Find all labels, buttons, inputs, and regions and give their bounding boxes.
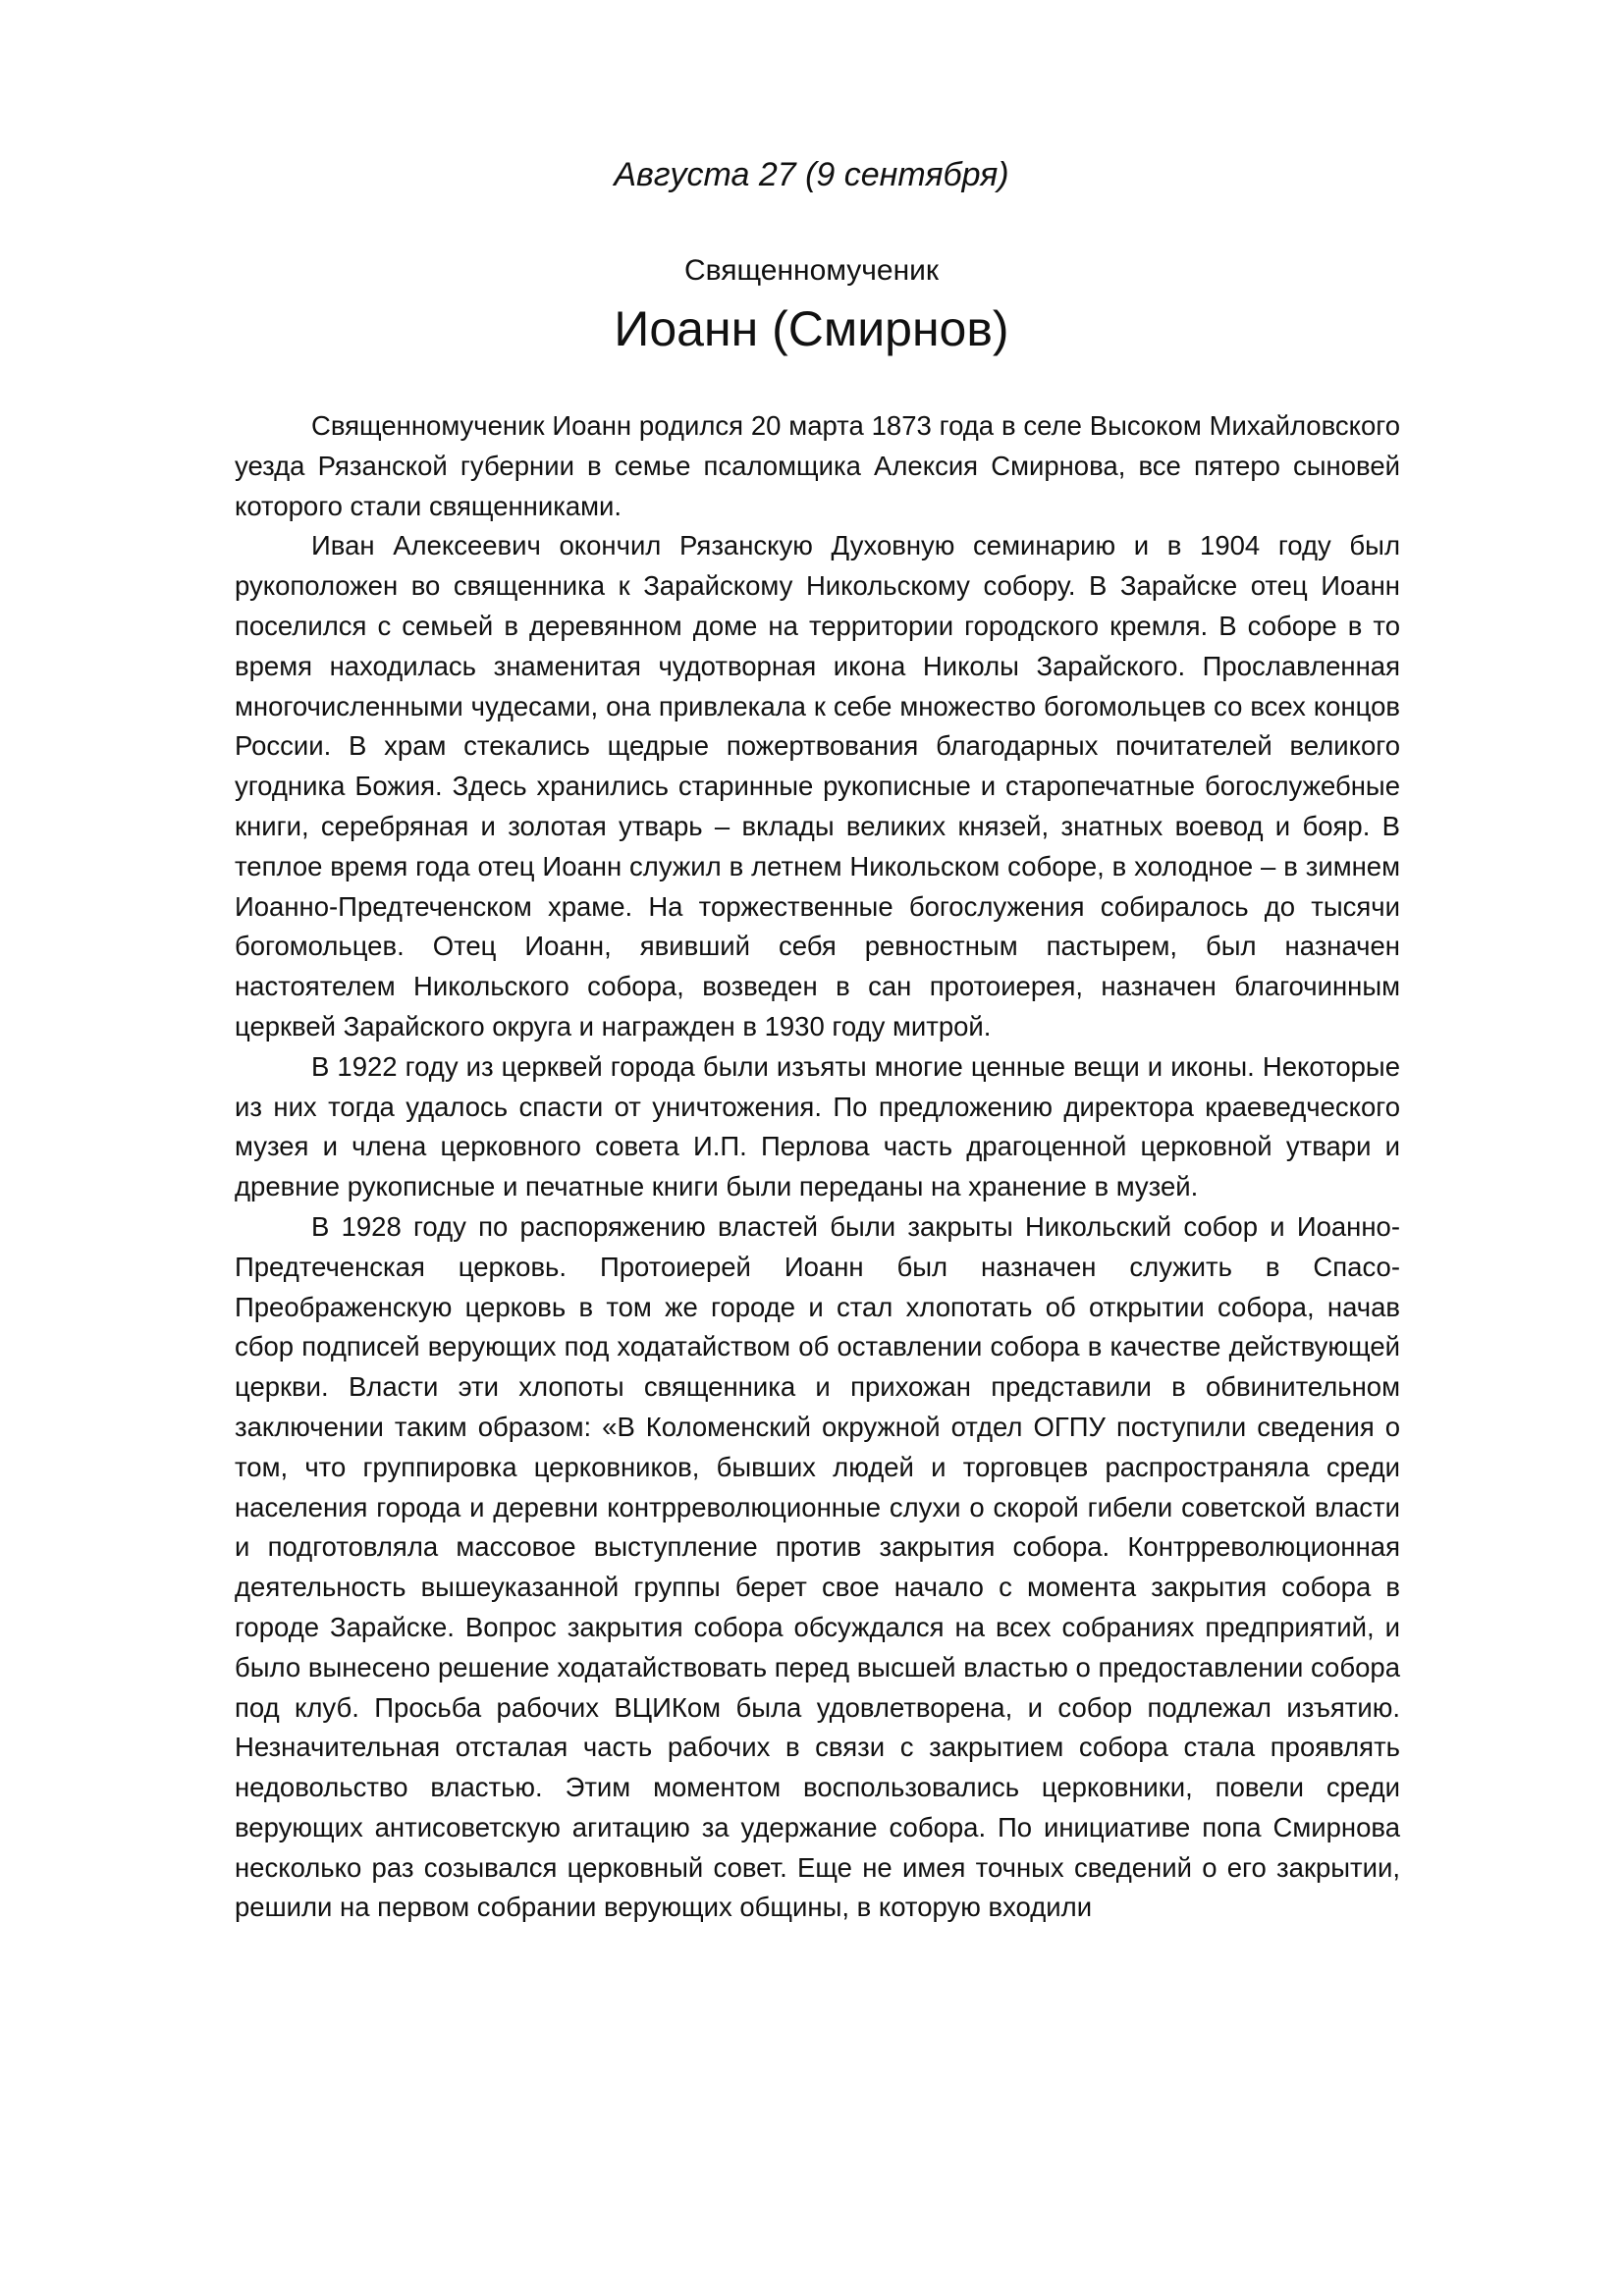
saint-rank: Священномученик (683, 254, 940, 287)
paragraph: В 1928 году по распоряжению властей были закрыты Никольский собор и Иоанно-Предтеченская церковь. Протоиерей Иоанн был назначен служить в Спасо-Преображенскую церковь в том же городе и стал хлопотать об открытии собора, начав сбор подписей верующих под ходатайством об оставлении собора в качестве действующей церкви. Власти эти хлопоты священника и прихожан представили в обвинительном заключении таким образом: «В Коломенский окружной отдел ОГПУ поступили сведения о том, что группировка церковников, бывших людей и торговцев распространяла среди населения города и деревни контрреволюционные слухи о скорой гибели советской власти и подготовляла массовое выступление против закрытия собора. Контрреволюционная деятельность вышеуказанной группы берет свое начало с момента закрытия собора в городе Зарайске. Вопрос закрытия собора обсуждался на всех собраниях предприятий, и было вынесено решение ходатайствовать перед высшей властью о предоставлении собора под клуб. Просьба рабочих ВЦИКом была удовлетворена, и собор подлежал изъятию. Незначительная отсталая часть рабочих в связи с закрытием собора стала проявлять недовольство властью. Этим моментом воспользовались церковники, повели среди верующих антисоветскую агитацию за удержание собора. По инициативе попа Смирнова несколько раз созывался церковный совет. Еще не имея точных сведений о его закрытии, решили на первом собрании верующих общины, в которую входили (235, 1210, 1400, 1923)
feast-date: Августа 27 (9 сентября) (614, 156, 1009, 193)
paragraph: Священномученик Иоанн родился 20 марта 1873 года в селе Высоком Михайловского уезда Рязанской губернии в семье псаломщика Алексия Смирнова, все пятеро сыновей которого стали священниками. (235, 410, 1400, 521)
article-body (235, 406, 1400, 1928)
saint-name: Иоанн (Смирнов) (614, 301, 1009, 356)
paragraph: Иван Алексеевич окончил Рязанскую Духовную семинарию и в 1904 году был рукоположен во священника к Зарайскому Никольскому собору. В Зарайске отец Иоанн поселился с семьей в деревянном доме на территории городского кремля. В соборе в то время находилась знаменитая чудотворная икона Николы Зарайского. Прославленная многочисленными чудесами, она привлекала к себе множество богомольцев со всех концов России. В храм стекались щедрые пожертвования благодарных почитателей великого угодника Божия. Здесь хранились старинные рукописные и старопечатные богослужебные книги, серебряная и золотая утварь – вклады великих князей, знатных воевод и бояр. В теплое время года отец Иоанн служил в летнем Никольском соборе, в холодное – в зимнем Иоанно-Предтеченском храме. На торжественные богослужения собиралось до тысячи богомольцев. Отец Иоанн, явивший себя ревностным пастырем, был назначен настоятелем Никольского собора, возведен в сан протоиерея, назначен благочинным церквей Зарайского округа и награжден в 1930 году митрой. (235, 530, 1400, 1041)
paragraph: В 1922 году из церквей города были изъяты многие ценные вещи и иконы. Некоторые из них тогда удалось спасти от уничтожения. По предложению директора краеведческого музея и члена церковного совета И.П. Перлова часть драгоценной церковной утвари и древние рукописные и печатные книги были переданы на хранение в музей. (235, 1050, 1400, 1202)
